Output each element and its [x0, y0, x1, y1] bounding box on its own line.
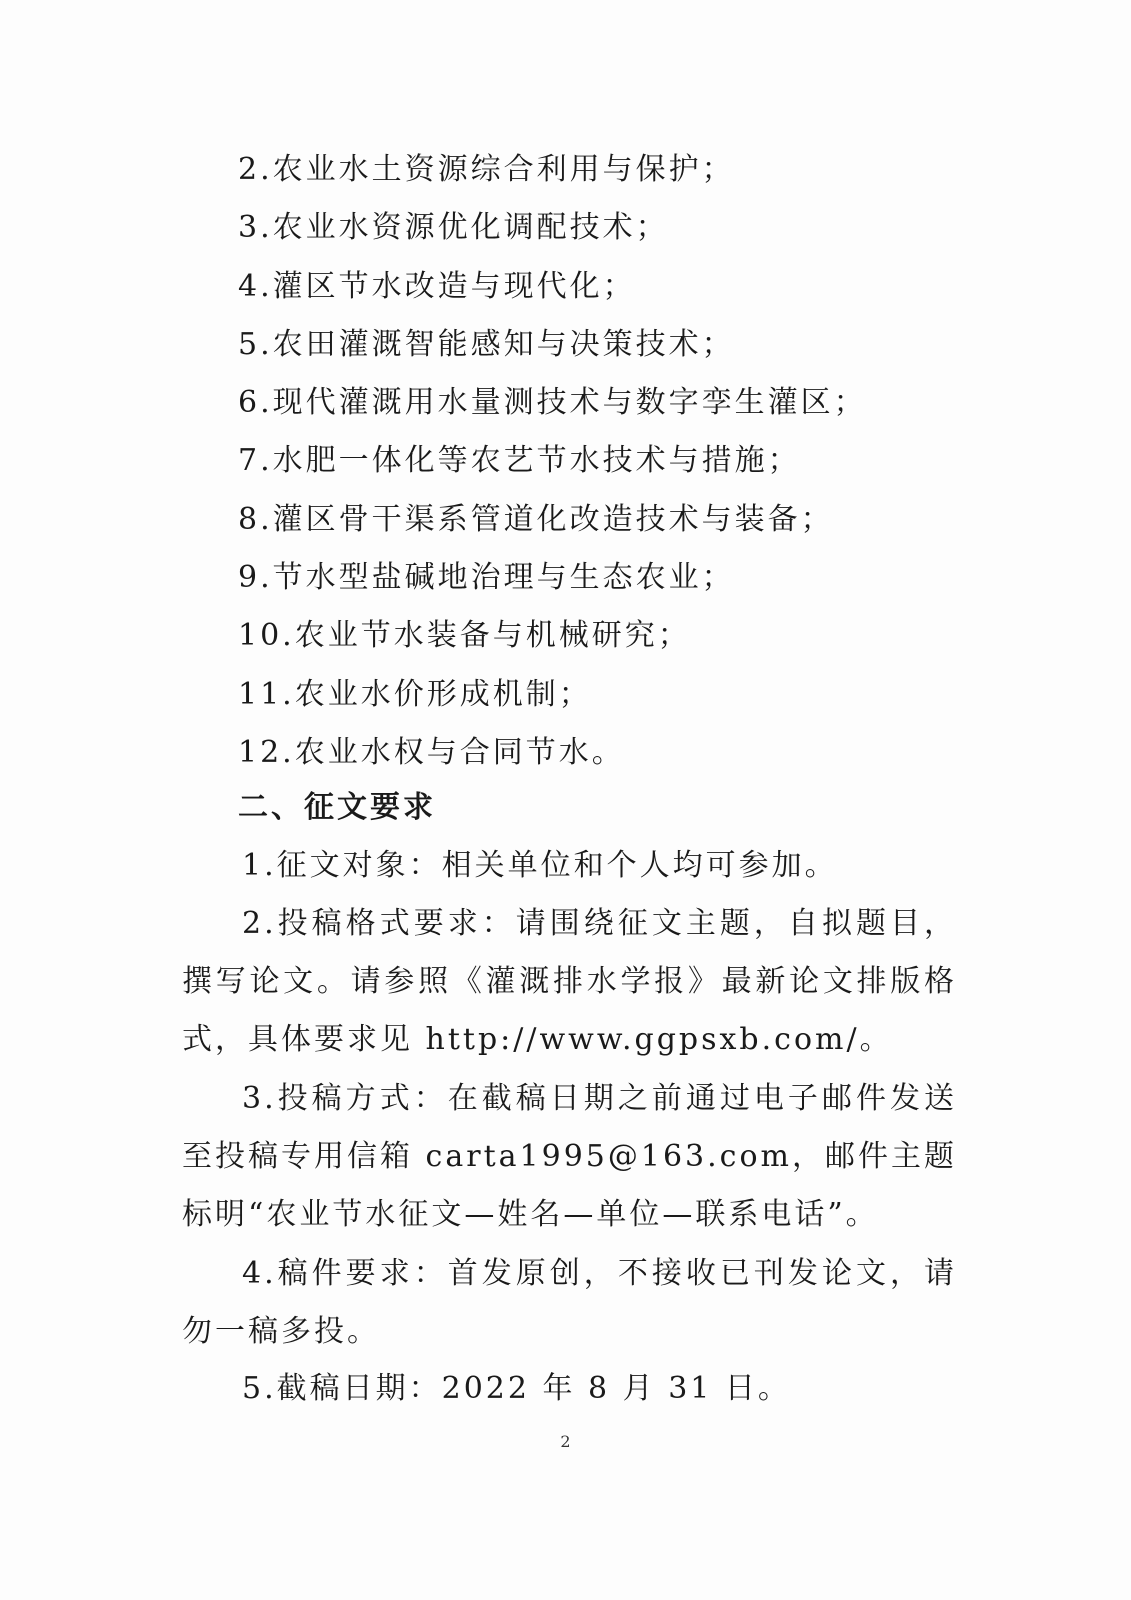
- topic-item-8: 8.灌区骨干渠系管道化改造技术与装备；: [238, 501, 834, 537]
- topic-list: [238, 146, 998, 787]
- requirement-4: 4.稿件要求：首发原创，不接收已刊发论文，请勿一稿多投。: [182, 1256, 957, 1349]
- topic-item-7: 7.水肥一体化等农艺节水技术与措施；: [238, 443, 801, 479]
- requirement-2: 2.投稿格式要求：请围绕征文主题，自拟题目，撰写论文。请参照《灌溉排水学报》最新论文排版格式，具体要求见 http://www.ggpsxb.com/。: [182, 906, 957, 1057]
- topic-item-6: 6.现代灌溉用水量测技术与数字孪生灌区；: [238, 385, 867, 421]
- topic-item-5: 5.农田灌溉智能感知与决策技术；: [238, 326, 735, 362]
- requirement-3: 3.投稿方式：在截稿日期之前通过电子邮件发送至投稿专用信箱 carta1995@163.com，邮件主题标明“农业节水征文—姓名—单位—联系电话”。: [182, 1081, 957, 1232]
- topic-item-11: 11.农业水价形成机制；: [238, 676, 592, 712]
- topic-item-4: 4.灌区节水改造与现代化；: [238, 268, 636, 304]
- requirement-5: 5.截稿日期：2022 年 8 月 31 日。: [242, 1371, 791, 1406]
- requirement-1: 1.征文对象：相关单位和个人均可参加。: [242, 848, 838, 883]
- topic-item-2: 2.农业水土资源综合利用与保护；: [238, 152, 735, 187]
- section-heading: 二、征文要求: [238, 790, 436, 825]
- page-number: 2: [560, 1432, 571, 1451]
- topic-item-10: 10.农业节水装备与机械研究；: [238, 618, 691, 654]
- topic-item-3: 3.农业水资源优化调配技术；: [238, 210, 669, 246]
- topic-item-9: 9.节水型盐碱地治理与生态农业；: [238, 560, 735, 596]
- topic-item-12: 12.农业水权与合同节水。: [238, 734, 625, 770]
